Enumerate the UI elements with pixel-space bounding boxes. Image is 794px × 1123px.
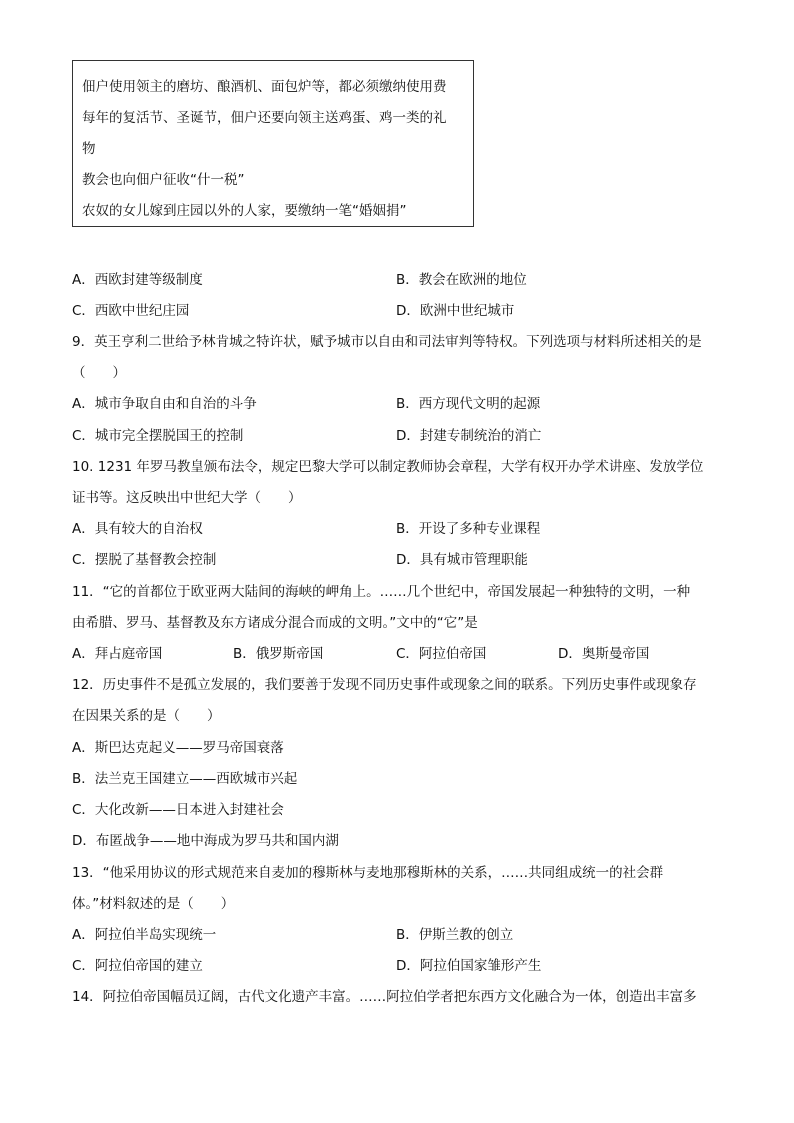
q11-option-d[interactable]: D．奥斯曼帝国 xyxy=(558,646,650,662)
q8-option-a[interactable]: A．西欧封建等级制度 xyxy=(72,272,203,288)
material-line: 物 xyxy=(82,141,96,157)
q10-option-c[interactable]: C．摆脱了基督教会控制 xyxy=(72,552,217,568)
q9-option-a[interactable]: A．城市争取自由和自治的斗争 xyxy=(72,396,257,412)
q8-option-b[interactable]: B．教会在欧洲的地位 xyxy=(396,272,527,288)
q10-stem: 证书等。这反映出中世纪大学（ ） xyxy=(72,490,302,506)
q11-option-a[interactable]: A．拜占庭帝国 xyxy=(72,646,163,662)
q13-option-c[interactable]: C．阿拉伯帝国的建立 xyxy=(72,958,203,974)
q9-stem: （ ） xyxy=(72,365,126,381)
q12-stem: 在因果关系的是（ ） xyxy=(72,708,221,724)
q9-stem: 9．英王亨利二世给予林肯城之特许状，赋予城市以自由和司法审判等特权。下列选项与材料所述相关的是 xyxy=(72,334,702,350)
q13-option-a[interactable]: A．阿拉伯半岛实现统一 xyxy=(72,927,217,943)
material-line: 每年的复活节、圣诞节，佃户还要向领主送鸡蛋、鸡一类的礼 xyxy=(82,110,447,126)
q10-option-a[interactable]: A．具有较大的自治权 xyxy=(72,521,203,537)
q11-stem: 由希腊、罗马、基督教及东方诸成分混合而成的文明。”文中的“它”是 xyxy=(72,615,478,631)
q13-stem: 13．“他采用协议的形式规范来自麦加的穆斯林与麦地那穆斯林的关系，……共同组成统一的社会群 xyxy=(72,865,664,881)
q12-option-c[interactable]: C．大化改新——日本进入封建社会 xyxy=(72,802,284,818)
q12-stem: 12．历史事件不是孤立发展的，我们要善于发现不同历史事件或现象之间的联系。下列历史事件或现象存 xyxy=(72,677,697,693)
q14-stem: 14．阿拉伯帝国幅员辽阔，古代文化遗产丰富。……阿拉伯学者把东西方文化融合为一体，创造出丰富多 xyxy=(72,989,697,1005)
q12-option-a[interactable]: A．斯巴达克起义——罗马帝国衰落 xyxy=(72,740,284,756)
q9-option-b[interactable]: B．西方现代文明的起源 xyxy=(396,396,541,412)
material-line: 佃户使用领主的磨坊、酿酒机、面包炉等，都必须缴纳使用费 xyxy=(82,79,447,95)
q8-option-d[interactable]: D．欧洲中世纪城市 xyxy=(396,303,515,319)
q12-option-b[interactable]: B．法兰克王国建立——西欧城市兴起 xyxy=(72,771,298,787)
material-line: 教会也向佃户征收“什一税” xyxy=(82,172,245,188)
q11-option-c[interactable]: C．阿拉伯帝国 xyxy=(396,646,487,662)
q11-stem: 11．“它的首都位于欧亚两大陆间的海峡的岬角上。……几个世纪中，帝国发展起一种独特的文明，一种 xyxy=(72,584,691,600)
q10-option-d[interactable]: D．具有城市管理职能 xyxy=(396,552,528,568)
q8-option-c[interactable]: C．西欧中世纪庄园 xyxy=(72,303,190,319)
q13-option-d[interactable]: D．阿拉伯国家雏形产生 xyxy=(396,958,542,974)
q11-option-b[interactable]: B．俄罗斯帝国 xyxy=(233,646,324,662)
q10-option-b[interactable]: B．开设了多种专业课程 xyxy=(396,521,541,537)
q12-option-d[interactable]: D．布匿战争——地中海成为罗马共和国内湖 xyxy=(72,833,339,849)
q13-stem: 体。”材料叙述的是（ ） xyxy=(72,896,235,912)
material-line: 农奴的女儿嫁到庄园以外的人家，要缴纳一笔“婚姻捐” xyxy=(82,203,407,219)
q10-stem: 10. 1231 年罗马教皇颁布法令，规定巴黎大学可以制定教师协会章程，大学有权开办学术讲座、发放学位 xyxy=(72,459,704,475)
q9-option-d[interactable]: D．封建专制统治的消亡 xyxy=(396,428,542,444)
material-box xyxy=(72,60,474,227)
q13-option-b[interactable]: B．伊斯兰教的创立 xyxy=(396,927,514,943)
q9-option-c[interactable]: C．城市完全摆脱国王的控制 xyxy=(72,428,244,444)
